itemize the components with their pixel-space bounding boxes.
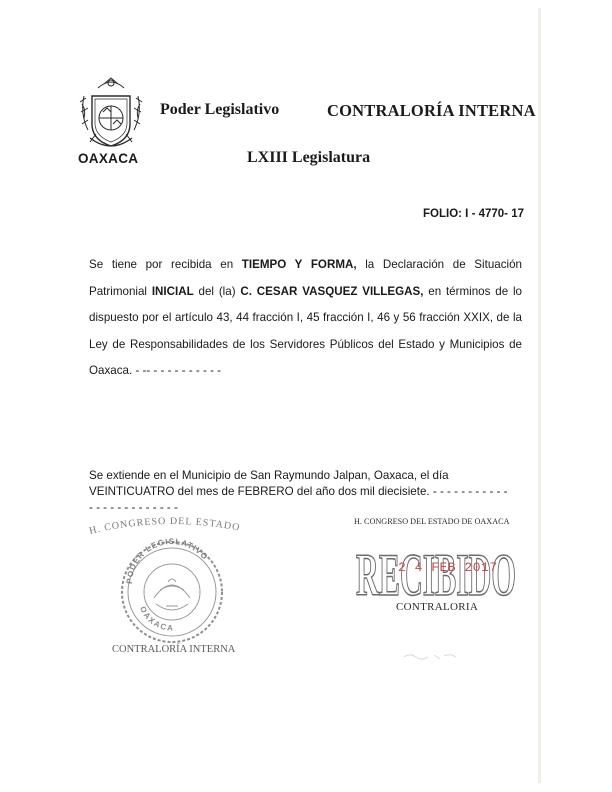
filler-dashes-line: - - - - - - - - - - - - -	[89, 501, 178, 514]
state-name: OAXACA	[78, 151, 139, 166]
received-word: RECIBIDO	[356, 542, 516, 608]
text-run: la Declaración de Situación Patrimonial	[89, 258, 522, 298]
congress-seal-stamp	[82, 512, 262, 662]
filler-dashes: - -- - - - - - - - - - -	[135, 364, 222, 377]
closing-line-2	[89, 484, 522, 500]
scan-edge-line	[538, 8, 541, 783]
folio-number: FOLIO: I - 4770- 17	[423, 208, 524, 220]
received-stamp-footer: CONTRALORIA	[396, 601, 479, 613]
eagle-emblem-icon	[154, 579, 190, 610]
filler-dashes: - - - - - - - - - - -	[429, 485, 508, 498]
text-run: en términos de lo dispuesto por el artículo 43, 44 fracción I, 45 fracción I, 46 y 56 fracción XXIX, de la Ley de Responsabilidades de los Servidores Públicos del Estado y Municipios de Oaxaca.	[89, 284, 522, 377]
received-date: 2 4 FEB 2017	[398, 560, 498, 575]
text-run: Se tiene por recibida en	[89, 258, 242, 271]
declarant-name: C. CESAR VASQUEZ VILLEGAS,	[240, 284, 424, 298]
received-stamp-header: H. CONGRESO DEL ESTADO DE OAXACA	[354, 517, 510, 526]
declaration-paragraph	[89, 252, 522, 385]
legislature-title: LXIII Legislatura	[247, 149, 371, 166]
text-run: del (la)	[193, 284, 241, 298]
office-title: CONTRALORÍA INTERNA	[327, 101, 536, 120]
closing-paragraph	[89, 468, 522, 516]
text-run-bold: INICIAL	[151, 284, 194, 298]
seal-arc-text: H. CONGRESO DEL ESTADO	[88, 515, 242, 537]
text-run-bold: TIEMPO Y FORMA,	[241, 258, 357, 271]
faint-mark-icon	[400, 645, 460, 665]
svg-text:OAXACA	[138, 605, 175, 633]
seal-ring-bottom-text: OAXACA	[137, 604, 175, 633]
svg-text:H. CONGRESO DEL ESTADO	[88, 516, 241, 537]
branch-title: Poder Legislativo	[160, 101, 280, 118]
seal-footer: CONTRALORÍA INTERNA	[112, 644, 236, 655]
svg-text:PODER LEGISLATIVO	[125, 537, 210, 584]
received-stamp	[352, 513, 522, 625]
oaxaca-coat-of-arms-icon	[76, 74, 146, 150]
closing-text: VEINTICUATRO del mes de FEBRERO del año dos mil diecisiete.	[89, 485, 430, 498]
seal-ring-text: PODER LEGISLATIVO	[124, 536, 210, 585]
closing-line-1: Se extiende en el Municipio de San Raymundo Jalpan, Oaxaca, el día	[89, 469, 449, 482]
